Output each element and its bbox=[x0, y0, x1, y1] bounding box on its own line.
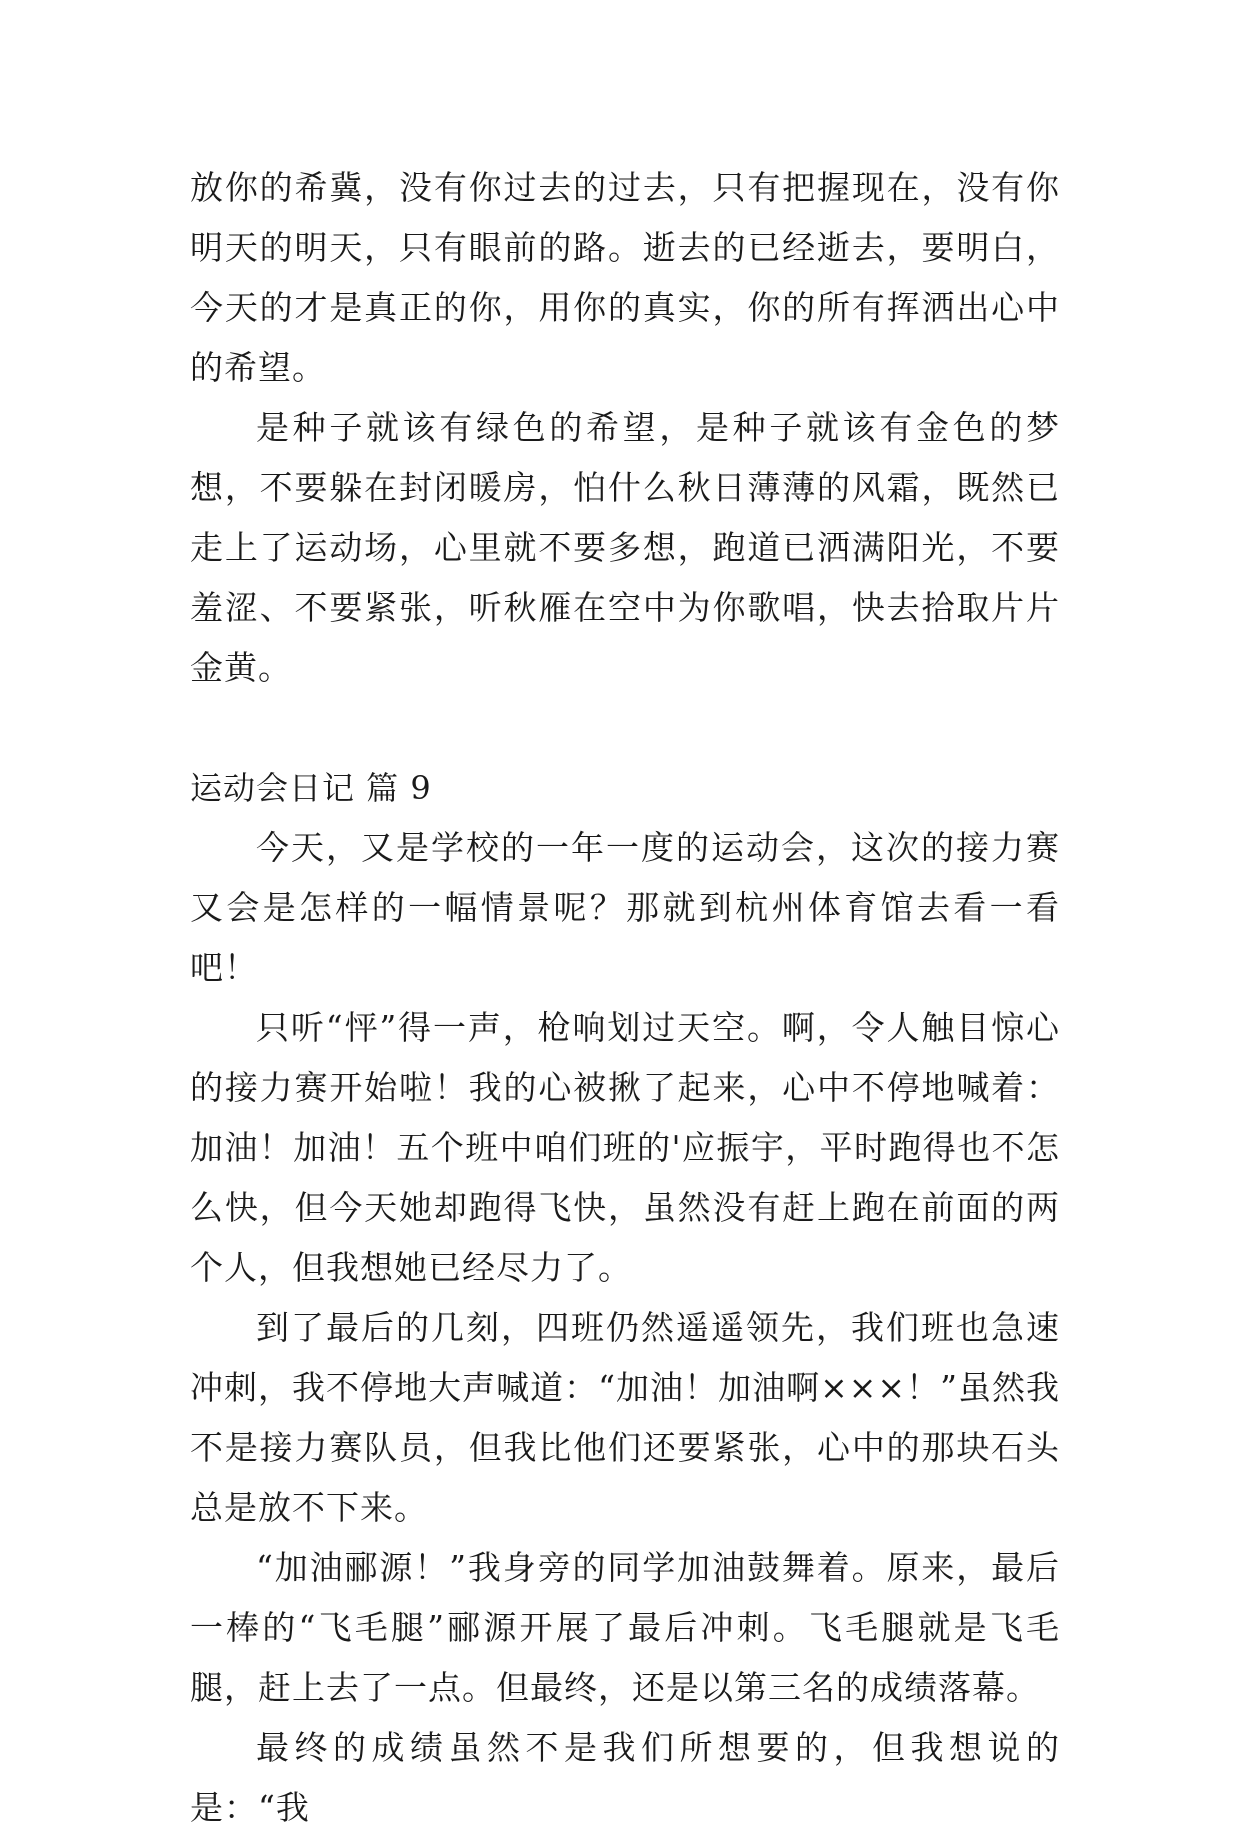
document-page bbox=[190, 158, 1060, 1838]
paragraph-intro: 今天，又是学校的一年一度的运动会，这次的接力赛又会是怎样的一幅情景呢？那就到杭州体育馆去看一看吧！ bbox=[190, 828, 1060, 987]
section-title: 运动会日记 篇 9 bbox=[190, 769, 432, 807]
paragraph-final-moments: 到了最后的几刻，四班仍然遥遥领先，我们班也急速冲刺，我不停地大声喊道：“加油！加油啊×××！”虽然我不是接力赛队员，但我比他们还要紧张，心中的那块石头总是放不下来。 bbox=[190, 1308, 1060, 1527]
paragraph-seed-hope: 是种子就该有绿色的希望，是种子就该有金色的梦想，不要躲在封闭暖房，怕什么秋日薄薄的风霜，既然已走上了运动场，心里就不要多想，跑道已洒满阳光，不要羞涩、不要紧张，听秋雁在空中为你歌唱，快去拾取片片金黄。 bbox=[190, 408, 1060, 687]
paragraph-continuation: 放你的希冀，没有你过去的过去，只有把握现在，没有你明天的明天，只有眼前的路。逝去的已经逝去，要明白，今天的才是真正的你，用你的真实，你的所有挥洒出心中的希望。 bbox=[190, 168, 1060, 387]
paragraph-last-runner: “加油郦源！”我身旁的同学加油鼓舞着。原来，最后一棒的“飞毛腿”郦源开展了最后冲刺。飞毛腿就是飞毛腿，赶上去了一点。但最终，还是以第三名的成绩落幕。 bbox=[190, 1548, 1060, 1707]
paragraph-conclusion: 最终的成绩虽然不是我们所想要的，但我想说的是：“我 bbox=[190, 1728, 1060, 1827]
paragraph-race-start: 只听“怦”得一声，枪响划过天空。啊，令人触目惊心的接力赛开始啦！我的心被揪了起来，心中不停地喊着：加油！加油！五个班中咱们班的'应振宇，平时跑得也不怎么快，但今天她却跑得飞快，虽然没有赶上跑在前面的两个人，但我想她已经尽力了。 bbox=[190, 1008, 1060, 1287]
